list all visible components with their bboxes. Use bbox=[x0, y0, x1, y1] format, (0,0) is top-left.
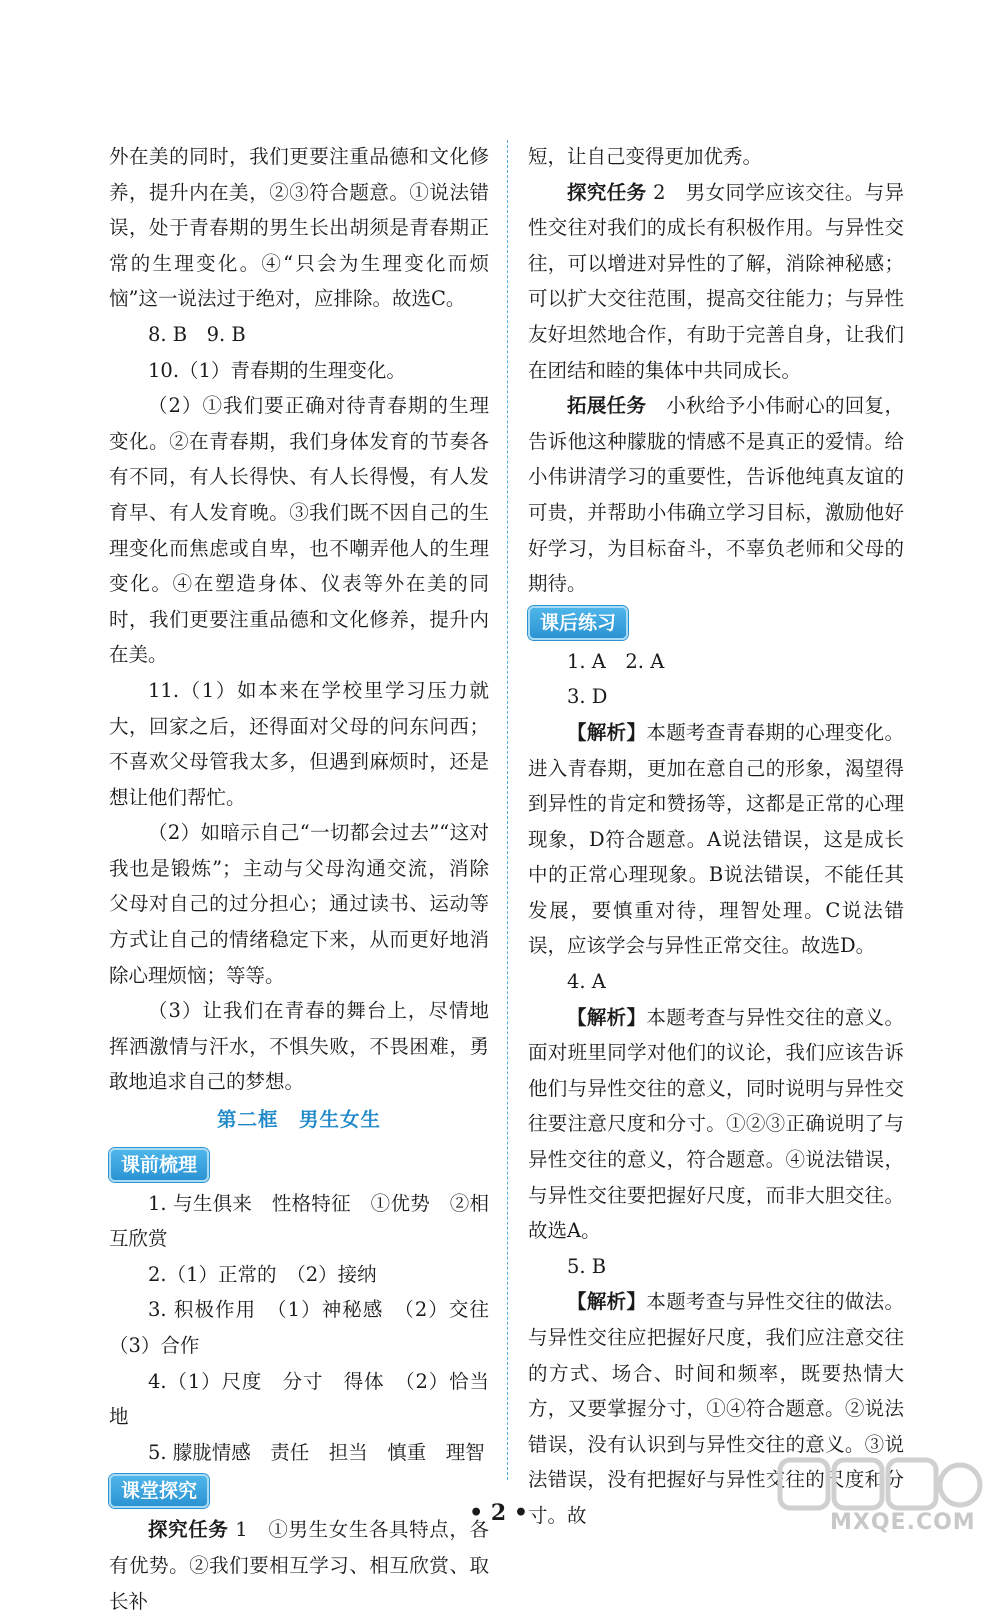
answer-line: 5. B bbox=[567, 1254, 607, 1278]
paragraph bbox=[528, 715, 904, 964]
section-tag-after-class: 课后练习 bbox=[528, 606, 628, 640]
right-column bbox=[528, 139, 904, 1534]
list-item: 1. 与生俱来 性格特征 ①优势 ②相互欣赏 bbox=[109, 1191, 489, 1251]
paragraph bbox=[528, 388, 904, 602]
page-number: • 2 • bbox=[469, 1500, 528, 1526]
task-label: 探究任务 bbox=[148, 1518, 229, 1542]
list-item: 2.（1）正常的 （2）接纳 bbox=[148, 1262, 377, 1286]
analysis-text: 本题考查与异性交往的做法。与异性交往应把握好尺度，我们应注意交往的方式、场合、时间和频率，既要热情大方，又要掌握分寸，①④符合题意。②说法错误，没有认识到与异性交往的意义。③说法错误，没有把握好与异性交往的尺度和分寸。故 bbox=[528, 1290, 904, 1527]
answer-line: 8. B 9. B bbox=[148, 322, 246, 346]
paragraph: （2）如暗示自己“一切都会过去”“这对我也是锻炼”；主动与父母沟通交流，消除父母对自己的过分担心；通过读书、运动等方式让自己的情绪稳定下来，从而更好地消除心理烦恼；等等。 bbox=[109, 821, 489, 987]
paragraph: 外在美的同时，我们更要注重品德和文化修养，提升内在美，②③符合题意。①说法错误，处于青春期的男生长出胡须是青春期正常的生理变化。④“只会为生理变化而烦恼”这一说法过于绝对，应排除。故选C。 bbox=[109, 145, 489, 311]
paragraph: 短，让自己变得更加优秀。 bbox=[528, 145, 763, 168]
analysis-label: 【解析】 bbox=[567, 720, 647, 744]
section-tag-pre-class: 课前梳理 bbox=[109, 1148, 209, 1182]
paragraph: （2）①我们要正确对待青春期的生理变化。②在青春期，我们身体发育的节奏各有不同，有人长得快、有人长得慢，有人发育早、有人发育晚。③我们既不因自己的生理变化而焦虑或自卑，也不嘲弄他人的生理变化。④在塑造身体、仪表等外在美的同时，我们更要注重品德和文化修养，提升内在美。 bbox=[109, 394, 489, 667]
analysis-label: 【解析】 bbox=[567, 1005, 647, 1029]
section-title: 第二框 男生女生 bbox=[216, 1108, 381, 1132]
paragraph: 11.（1）如本来在学校里学习压力就大，回家之后，还得面对父母的问东问西；不喜欢父母管我太多，但遇到麻烦时，还是想让他们帮忙。 bbox=[109, 678, 489, 809]
list-item: 4.（1）尺度 分寸 得体 （2）恰当地 bbox=[109, 1369, 489, 1429]
paragraph bbox=[528, 175, 904, 389]
task-label: 探究任务 bbox=[567, 180, 647, 204]
answer-line: 1. A 2. A bbox=[567, 649, 665, 673]
list-item: 3. 积极作用 （1）神秘感 （2）交往 （3）合作 bbox=[109, 1298, 509, 1357]
analysis-label: 【解析】 bbox=[567, 1290, 647, 1314]
task-text: ①男生女生各具特点，各有优势。②我们要相互学习、相互欣赏、取长补 bbox=[109, 1518, 489, 1613]
section-tag-in-class: 课堂探究 bbox=[109, 1474, 209, 1508]
task-number: 1 bbox=[228, 1518, 269, 1542]
task-text: 男女同学应该交往。与异性交往对我们的成长有积极作用。与异性交往，可以增进对异性的了解，消除神秘感；可以扩大交往范围，提高交往能力；与异性友好坦然地合作，有助于完善自身，让我们在团结和睦的集体中共同成长。 bbox=[528, 180, 904, 382]
answer-line: 4. A bbox=[567, 970, 606, 994]
task-text: 小秋给予小伟耐心的回复，告诉他这种朦胧的情感不是真正的爱情。给小伟讲清学习的重要性，告诉他纯真友谊的可贵，并帮助小伟确立学习目标，激励他好好学习，为目标奋斗，不辜负老师和父母的期待。 bbox=[528, 394, 904, 596]
left-column bbox=[109, 139, 509, 1619]
list-item: 5. 朦胧情感 责任 担当 慎重 理智 bbox=[148, 1440, 485, 1464]
analysis-text: 本题考查青春期的心理变化。进入青春期，更加在意自己的形象，渴望得到异性的肯定和赞扬等，这都是正常的心理现象，D符合题意。A说法错误，这是成长中的正常心理现象。B说法错误，不能任其发展，要慎重对待，理智处理。C说法错误，应该学会与异性正常交往。故选D。 bbox=[528, 720, 904, 958]
watermark-text: MXQE.COM bbox=[830, 1510, 976, 1535]
analysis-text: 本题考查与异性交往的意义。面对班里同学对他们的议论，我们应该告诉他们与异性交往的意义，同时说明与异性交往要注意尺度和分寸。①②③正确说明了与异性交往的意义，符合题意。④说法错误，与异性交往要把握好尺度，而非大胆交往。故选A。 bbox=[528, 1005, 904, 1243]
paragraph bbox=[528, 1000, 904, 1249]
answer-line: 10.（1）青春期的生理变化。 bbox=[148, 358, 406, 382]
answer-line: 3. D bbox=[567, 685, 608, 709]
column-divider bbox=[507, 140, 508, 1480]
paragraph: （3）让我们在青春的舞台上，尽情地挥洒激情与汗水，不惧失败，不畏困难，勇敢地追求自己的梦想。 bbox=[109, 999, 489, 1094]
task-label: 拓展任务 bbox=[567, 394, 647, 418]
task-number: 2 bbox=[646, 180, 686, 204]
paragraph bbox=[109, 1512, 489, 1619]
